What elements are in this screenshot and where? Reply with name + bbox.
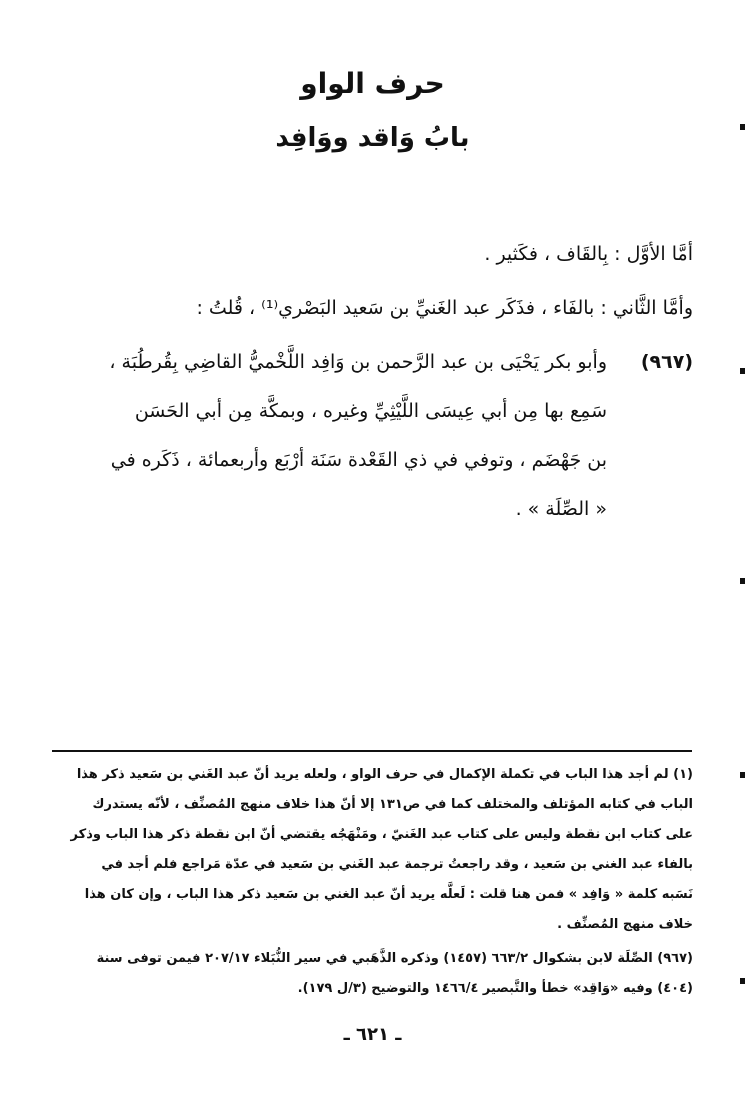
paragraph-first-text: أمَّا الأوَّل : بِالقَاف ، فكَثير . xyxy=(484,243,693,265)
footnote-line: الباب في كتابه المؤتلف والمختلف كما في ص١٣١ إلا أنّ هذا خلاف منهج المُصنِّف ، لأنّه يستدرك xyxy=(92,797,693,812)
footnote-divider xyxy=(52,750,692,752)
margin-mark xyxy=(740,124,745,130)
entry-number: (٩٦٧) xyxy=(640,351,693,373)
entry-line: وأبو بكر يَحْيَى بن عبد الرَّحمن بن وَافِد اللَّخْميُّ القاضِي بِقُرطُبَة ، xyxy=(109,351,607,373)
margin-mark xyxy=(740,368,745,374)
footnote-line: (١) لم أجد هذا الباب في تكملة الإكمال في حرف الواو ، ولعله يريد أنّ عبد الغَني بن سَعيد ذكر هذا xyxy=(76,767,693,782)
entry-line: سَمِع بها مِن أبي عِيسَى اللَّيْثِيِّ وغيره ، وبمكَّة مِن أبي الحَسَن xyxy=(134,400,607,422)
entry-text xyxy=(47,338,607,534)
margin-mark xyxy=(740,772,745,778)
entry-line: « الصِّلَة » . xyxy=(515,498,607,520)
footnote-line: (٩٦٧) الصِّلَة لابن بشكوال ٦٦٣/٢ (١٤٥٧) وذكره الذَّهَبي في سير النُّبَلاء ٢٠٧/١٧ فيمن توفى سنة xyxy=(96,951,693,966)
footnote-1 xyxy=(53,760,693,940)
paragraph-second-text: وأمَّا الثَّاني : بالفَاء ، فذَكَر عبد الغَنيِّ بن سَعيد البَصْري⁽¹⁾ ، قُلتُ : xyxy=(196,297,693,319)
footnote-line: بالفاء عبد الغني بن سَعيد ، وقد راجعتُ ترجمة عبد الغَني بن سَعيد في عدّة مَراجع فلم أجد في xyxy=(101,857,693,872)
footnote-line: على كتاب ابن نقطة وليس على كتاب عبد الغَنيّ ، ومَنْهَجُه يقتضي أنّ ابن نقطة ذكر هذا الباب وذكر xyxy=(70,827,693,842)
footnotes xyxy=(53,760,693,1008)
footnote-line: خلاف منهج المُصنِّف . xyxy=(557,917,693,932)
entry-line: بن جَهْضَم ، وتوفي في ذي القَعْدة سَنَة أرْبَع وأربعمائة ، ذَكَره في xyxy=(110,449,607,471)
footnote-967 xyxy=(53,944,693,1004)
margin-mark xyxy=(740,978,745,984)
margin-mark xyxy=(740,578,745,584)
paragraph-first xyxy=(63,228,693,280)
paragraph-second xyxy=(63,282,693,334)
footnote-line: (٤٠٤) وفيه «وَاقِد» خطأ والتَّبصير ١٤٦٦/٤ والتوضيح (٣/ل ١٧٩). xyxy=(297,981,693,996)
footnote-line: نَسَبه كلمة « وَافِد » فمن هنا قلت : لَعلَّه يريد أنّ عبد الغني بن سَعيد ذكر هذا الباب ، وإن كان هذا xyxy=(84,887,693,902)
page-number: ـ ٦٢١ ـ xyxy=(343,1024,402,1045)
section-subtitle: بابُ وَاقد ووَافِد xyxy=(275,123,470,153)
chapter-title: حرف الواو xyxy=(300,67,445,100)
